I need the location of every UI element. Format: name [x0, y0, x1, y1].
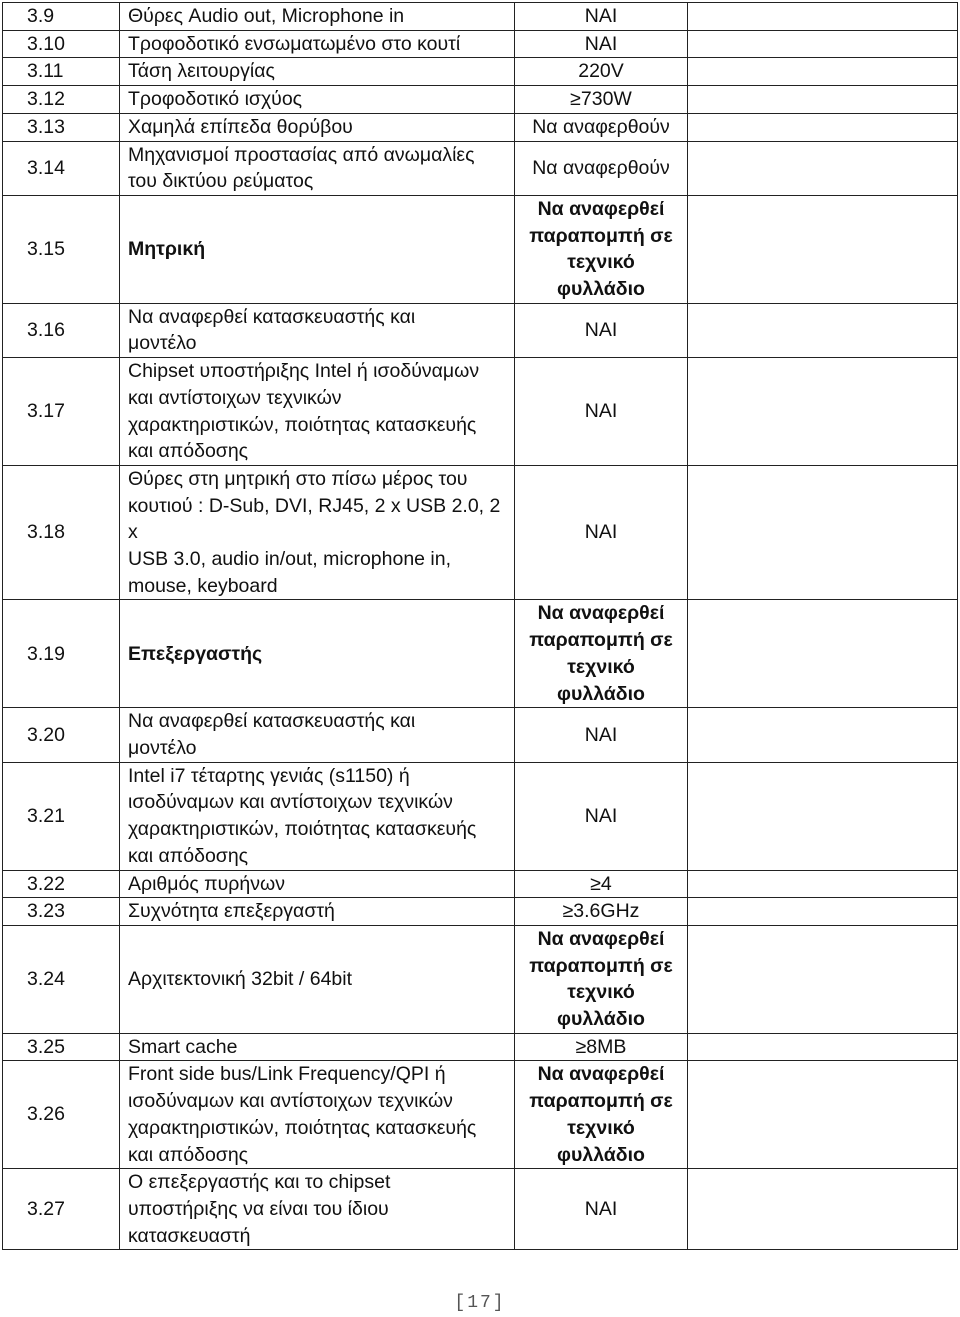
requirement-line: Να αναφερθεί — [537, 197, 665, 220]
description-line: Να αναφερθεί κατασκευαστής και — [128, 305, 416, 328]
empty-cell — [688, 762, 958, 870]
item-description — [120, 3, 515, 31]
item-description — [120, 113, 515, 141]
item-requirement — [515, 58, 688, 86]
requirement-line: τεχνικό — [567, 1116, 635, 1139]
page-number: [17] — [454, 1293, 506, 1313]
description-line: κατασκευαστή — [128, 1224, 251, 1247]
description-line: Chipset υποστήριξης Intel ή ισοδύναμων — [128, 360, 480, 383]
description-line: Μηχανισμοί προστασίας από ανωμαλίες — [128, 143, 475, 166]
description-line: Μητρική — [128, 237, 206, 260]
spec-table-body — [3, 3, 958, 1250]
empty-cell — [688, 708, 958, 762]
item-number: 3.25 — [3, 1033, 120, 1061]
table-row — [3, 30, 958, 58]
table-row — [3, 465, 958, 600]
item-description — [120, 1061, 515, 1169]
empty-cell — [688, 141, 958, 195]
description-line: Intel i7 τέταρτης γενιάς (s1150) ή — [128, 764, 410, 787]
requirement-line: ΝΑΙ — [584, 1197, 618, 1220]
description-line: μοντέλο — [128, 332, 197, 355]
empty-cell — [688, 3, 958, 31]
item-number: 3.27 — [3, 1169, 120, 1250]
item-number: 3.18 — [3, 465, 120, 600]
item-number: 3.15 — [3, 195, 120, 303]
item-description — [120, 30, 515, 58]
item-description — [120, 925, 515, 1033]
description-line: Αρχιτεκτονική 32bit / 64bit — [128, 967, 353, 990]
description-line: Χαμηλά επίπεδα θορύβου — [128, 115, 353, 138]
table-row — [3, 358, 958, 466]
item-number: 3.17 — [3, 358, 120, 466]
item-description — [120, 1169, 515, 1250]
requirement-line: Να αναφερθεί — [537, 1063, 665, 1086]
item-number: 3.23 — [3, 898, 120, 926]
requirement-line: Να αναφερθεί — [537, 927, 665, 950]
item-requirement — [515, 870, 688, 898]
requirement-line: τεχνικό — [567, 251, 635, 274]
item-number: 3.19 — [3, 600, 120, 708]
table-row — [3, 86, 958, 114]
empty-cell — [688, 58, 958, 86]
description-line: μοντέλο — [128, 736, 197, 759]
description-line: ισοδύναμων και αντίστοιχων τεχνικών — [128, 791, 453, 814]
item-number: 3.26 — [3, 1061, 120, 1169]
item-requirement — [515, 465, 688, 600]
table-row — [3, 708, 958, 762]
description-line: Τροφοδοτικό ενσωματωμένο στο κουτί — [128, 32, 461, 55]
empty-cell — [688, 1169, 958, 1250]
requirement-line: παραπομπή σε — [529, 954, 673, 977]
item-requirement — [515, 708, 688, 762]
description-line: USB 3.0, audio in/out, microphone in, — [128, 548, 452, 571]
requirement-line: τεχνικό — [567, 655, 635, 678]
description-line: Συχνότητα επεξεργαστή — [128, 900, 335, 923]
description-line: mouse, keyboard — [128, 574, 278, 597]
requirement-line: ΝΑΙ — [584, 804, 618, 827]
requirement-line: ≥3.6GHz — [562, 900, 640, 923]
empty-cell — [688, 113, 958, 141]
empty-cell — [688, 870, 958, 898]
item-description — [120, 141, 515, 195]
requirement-line: φυλλάδιο — [557, 278, 645, 301]
requirement-line: ≥730W — [570, 88, 632, 111]
item-requirement — [515, 1061, 688, 1169]
item-requirement — [515, 195, 688, 303]
description-line: Θύρες στη μητρική στο πίσω μέρος του — [128, 467, 468, 490]
item-requirement — [515, 358, 688, 466]
table-row — [3, 898, 958, 926]
description-line: Ο επεξεργαστής και το chipset — [128, 1171, 391, 1194]
description-line: κουτιού : D-Sub, DVI, RJ45, 2 x USB 2.0, 2 x — [128, 494, 501, 544]
item-description — [120, 600, 515, 708]
description-line: χαρακτηριστικών, ποιότητας κατασκευής — [128, 1116, 477, 1139]
item-requirement — [515, 1033, 688, 1061]
item-number: 3.20 — [3, 708, 120, 762]
description-line: Smart cache — [128, 1035, 238, 1058]
item-description — [120, 1033, 515, 1061]
table-row — [3, 870, 958, 898]
table-row — [3, 1169, 958, 1250]
item-requirement — [515, 141, 688, 195]
empty-cell — [688, 465, 958, 600]
requirement-line: φυλλάδιο — [557, 1008, 645, 1031]
empty-cell — [688, 1061, 958, 1169]
description-line: Επεξεργαστής — [128, 642, 263, 665]
table-row — [3, 141, 958, 195]
description-line: Τροφοδοτικό ισχύος — [128, 88, 303, 111]
empty-cell — [688, 358, 958, 466]
requirement-line: ΝΑΙ — [584, 32, 618, 55]
description-line: και απόδοσης — [128, 844, 249, 867]
item-requirement — [515, 898, 688, 926]
table-row — [3, 303, 958, 357]
item-description — [120, 86, 515, 114]
description-line: Τάση λειτουργίας — [128, 60, 275, 83]
requirement-line: 220V — [578, 60, 624, 83]
description-line: του δικτύου ρεύματος — [128, 170, 314, 193]
description-line: ισοδύναμων και αντίστοιχων τεχνικών — [128, 1090, 453, 1113]
table-row — [3, 3, 958, 31]
table-row — [3, 58, 958, 86]
description-line: και αντίστοιχων τεχνικών — [128, 386, 342, 409]
requirement-line: ≥4 — [590, 872, 612, 895]
description-line: Να αναφερθεί κατασκευαστής και — [128, 710, 416, 733]
table-row — [3, 195, 958, 303]
description-line: Front side bus/Link Frequency/QPI ή — [128, 1063, 446, 1086]
empty-cell — [688, 600, 958, 708]
item-requirement — [515, 303, 688, 357]
empty-cell — [688, 195, 958, 303]
item-number: 3.13 — [3, 113, 120, 141]
item-number: 3.21 — [3, 762, 120, 870]
description-line: υποστήριξης να είναι του ίδιου — [128, 1197, 389, 1220]
empty-cell — [688, 925, 958, 1033]
item-description — [120, 708, 515, 762]
item-number: 3.24 — [3, 925, 120, 1033]
item-description — [120, 898, 515, 926]
item-number: 3.11 — [3, 58, 120, 86]
description-line: Θύρες Audio out, Microphone in — [128, 5, 405, 27]
item-description — [120, 195, 515, 303]
item-description — [120, 58, 515, 86]
table-row — [3, 762, 958, 870]
item-description — [120, 762, 515, 870]
item-number: 3.22 — [3, 870, 120, 898]
empty-cell — [688, 86, 958, 114]
item-requirement — [515, 925, 688, 1033]
requirement-line: Να αναφερθούν — [532, 115, 670, 138]
empty-cell — [688, 898, 958, 926]
requirement-line: ΝΑΙ — [584, 5, 618, 27]
requirement-line: τεχνικό — [567, 981, 635, 1004]
table-row — [3, 1061, 958, 1169]
item-number: 3.14 — [3, 141, 120, 195]
spec-table — [2, 2, 958, 1250]
description-line: χαρακτηριστικών, ποιότητας κατασκευής — [128, 818, 477, 841]
item-description — [120, 303, 515, 357]
description-line: χαρακτηριστικών, ποιότητας κατασκευής — [128, 413, 477, 436]
item-number: 3.16 — [3, 303, 120, 357]
item-requirement — [515, 30, 688, 58]
item-requirement — [515, 600, 688, 708]
requirement-line: φυλλάδιο — [557, 682, 645, 705]
table-row — [3, 925, 958, 1033]
requirement-line: παραπομπή σε — [529, 1090, 673, 1113]
description-line: και απόδοσης — [128, 440, 249, 463]
empty-cell — [688, 30, 958, 58]
table-row — [3, 1033, 958, 1061]
requirement-line: φυλλάδιο — [557, 1143, 645, 1166]
requirement-line: παραπομπή σε — [529, 629, 673, 652]
requirement-line: Να αναφερθεί — [537, 602, 665, 625]
item-number: 3.9 — [3, 3, 120, 31]
item-description — [120, 870, 515, 898]
description-line: και απόδοσης — [128, 1143, 249, 1166]
item-number: 3.12 — [3, 86, 120, 114]
requirement-line: παραπομπή σε — [529, 224, 673, 247]
item-requirement — [515, 86, 688, 114]
table-row — [3, 113, 958, 141]
description-line: Αριθμός πυρήνων — [128, 872, 285, 895]
empty-cell — [688, 1033, 958, 1061]
requirement-line: ΝΑΙ — [584, 319, 618, 342]
item-number: 3.10 — [3, 30, 120, 58]
item-description — [120, 465, 515, 600]
item-description — [120, 358, 515, 466]
requirement-line: Να αναφερθούν — [532, 156, 670, 179]
item-requirement — [515, 762, 688, 870]
requirement-line: ≥8MB — [575, 1035, 627, 1058]
requirement-line: ΝΑΙ — [584, 400, 618, 423]
item-requirement — [515, 1169, 688, 1250]
empty-cell — [688, 303, 958, 357]
table-row — [3, 600, 958, 708]
item-requirement — [515, 113, 688, 141]
item-requirement — [515, 3, 688, 31]
requirement-line: ΝΑΙ — [584, 521, 618, 544]
requirement-line: ΝΑΙ — [584, 723, 618, 746]
